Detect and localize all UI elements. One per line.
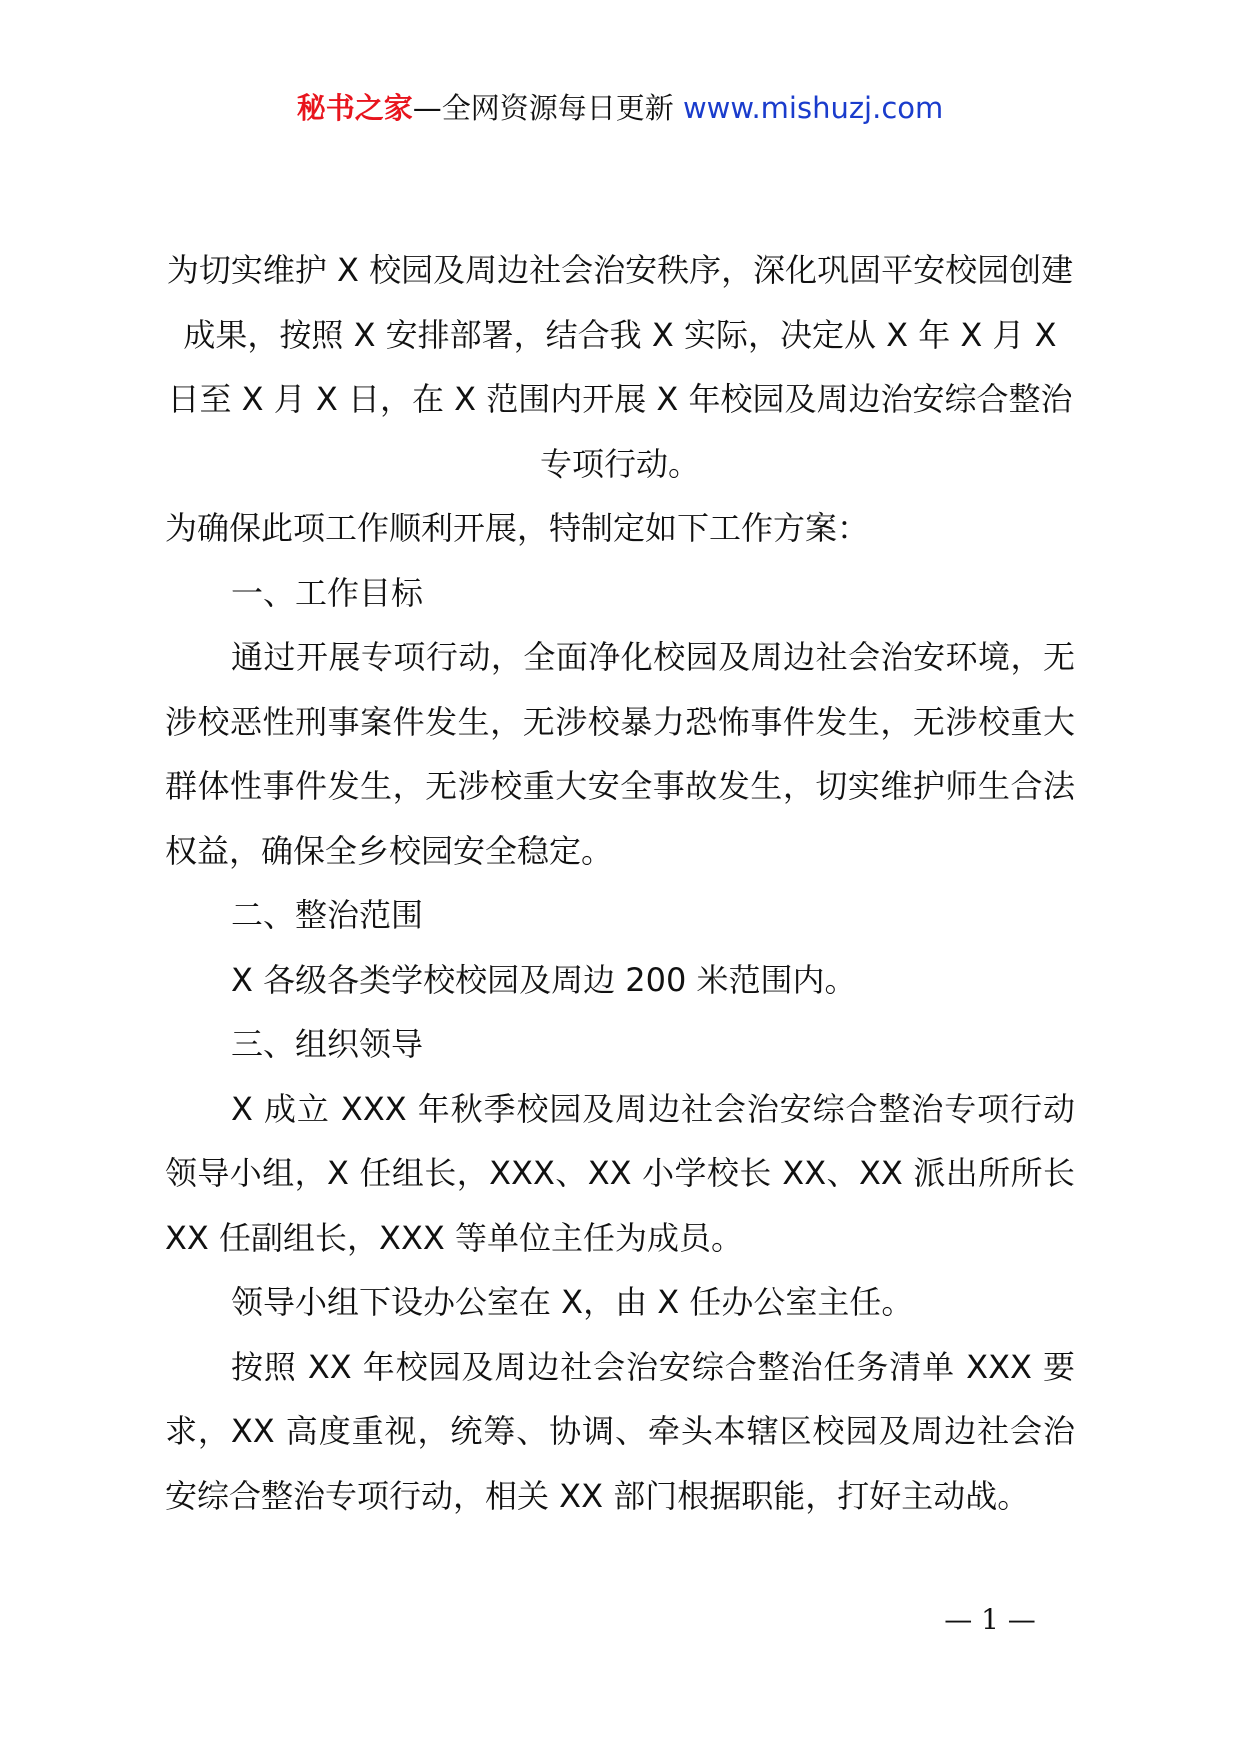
brand-name: 秘书之家 [296,91,413,125]
body-paragraph: X 各级各类学校校园及周边 200 米范围内。 [231,960,857,999]
document-body [165,238,1075,1528]
page-number: — 1 — [944,1603,1036,1636]
body-paragraph: 通过开展专项行动，全面净化校园及周边社会治安环境，无涉校恶性刑事案件发生，无涉校暴力恐怖事件发生，无涉校重大群体性事件发生，无涉校重大安全事故发生，切实维护师生合法权益，确保全乡校园安全稳定。 [165,638,1075,870]
body-paragraph: 按照 XX 年校园及周边社会治安综合整治任务清单 XXX 要求，XX 高度重视，统筹、协调、牵头本辖区校园及周边社会治安综合整治专项行动，相关 XX 部门根据职能，打好主动战。 [165,1347,1075,1515]
body-paragraph: 领导小组下设办公室在 X，由 X 任办公室主任。 [231,1283,914,1321]
site-banner [0,88,1240,128]
lead-paragraph: 为确保此项工作顺利开展，特制定如下工作方案： [165,509,870,547]
body-paragraph: X 成立 XXX 年秋季校园及周边社会治安综合整治专项行动领导小组，X 任组长，XXX、XX 小学校长 XX、XX 派出所所长 XX 任副组长，XXX 等单位主任为成员。 [165,1089,1075,1257]
site-url[interactable]: www.mishuzj.com [682,91,944,125]
section-heading: 二、整治范围 [231,896,424,934]
section-heading: 三、组织领导 [231,1025,424,1063]
section-heading: 一、工作目标 [231,573,424,612]
intro-paragraph: 为切实维护 X 校园及周边社会治安秩序，深化巩固平安校园创建成果，按照 X 安排部署，结合我 X 实际，决定从 X 年 X 月 X 日至 X 月 X 日，在 X 范围内开展 X 年校园及周边治安综合整治专项行动。 [166,251,1074,483]
banner-tagline: —全网资源每日更新 [412,91,674,125]
